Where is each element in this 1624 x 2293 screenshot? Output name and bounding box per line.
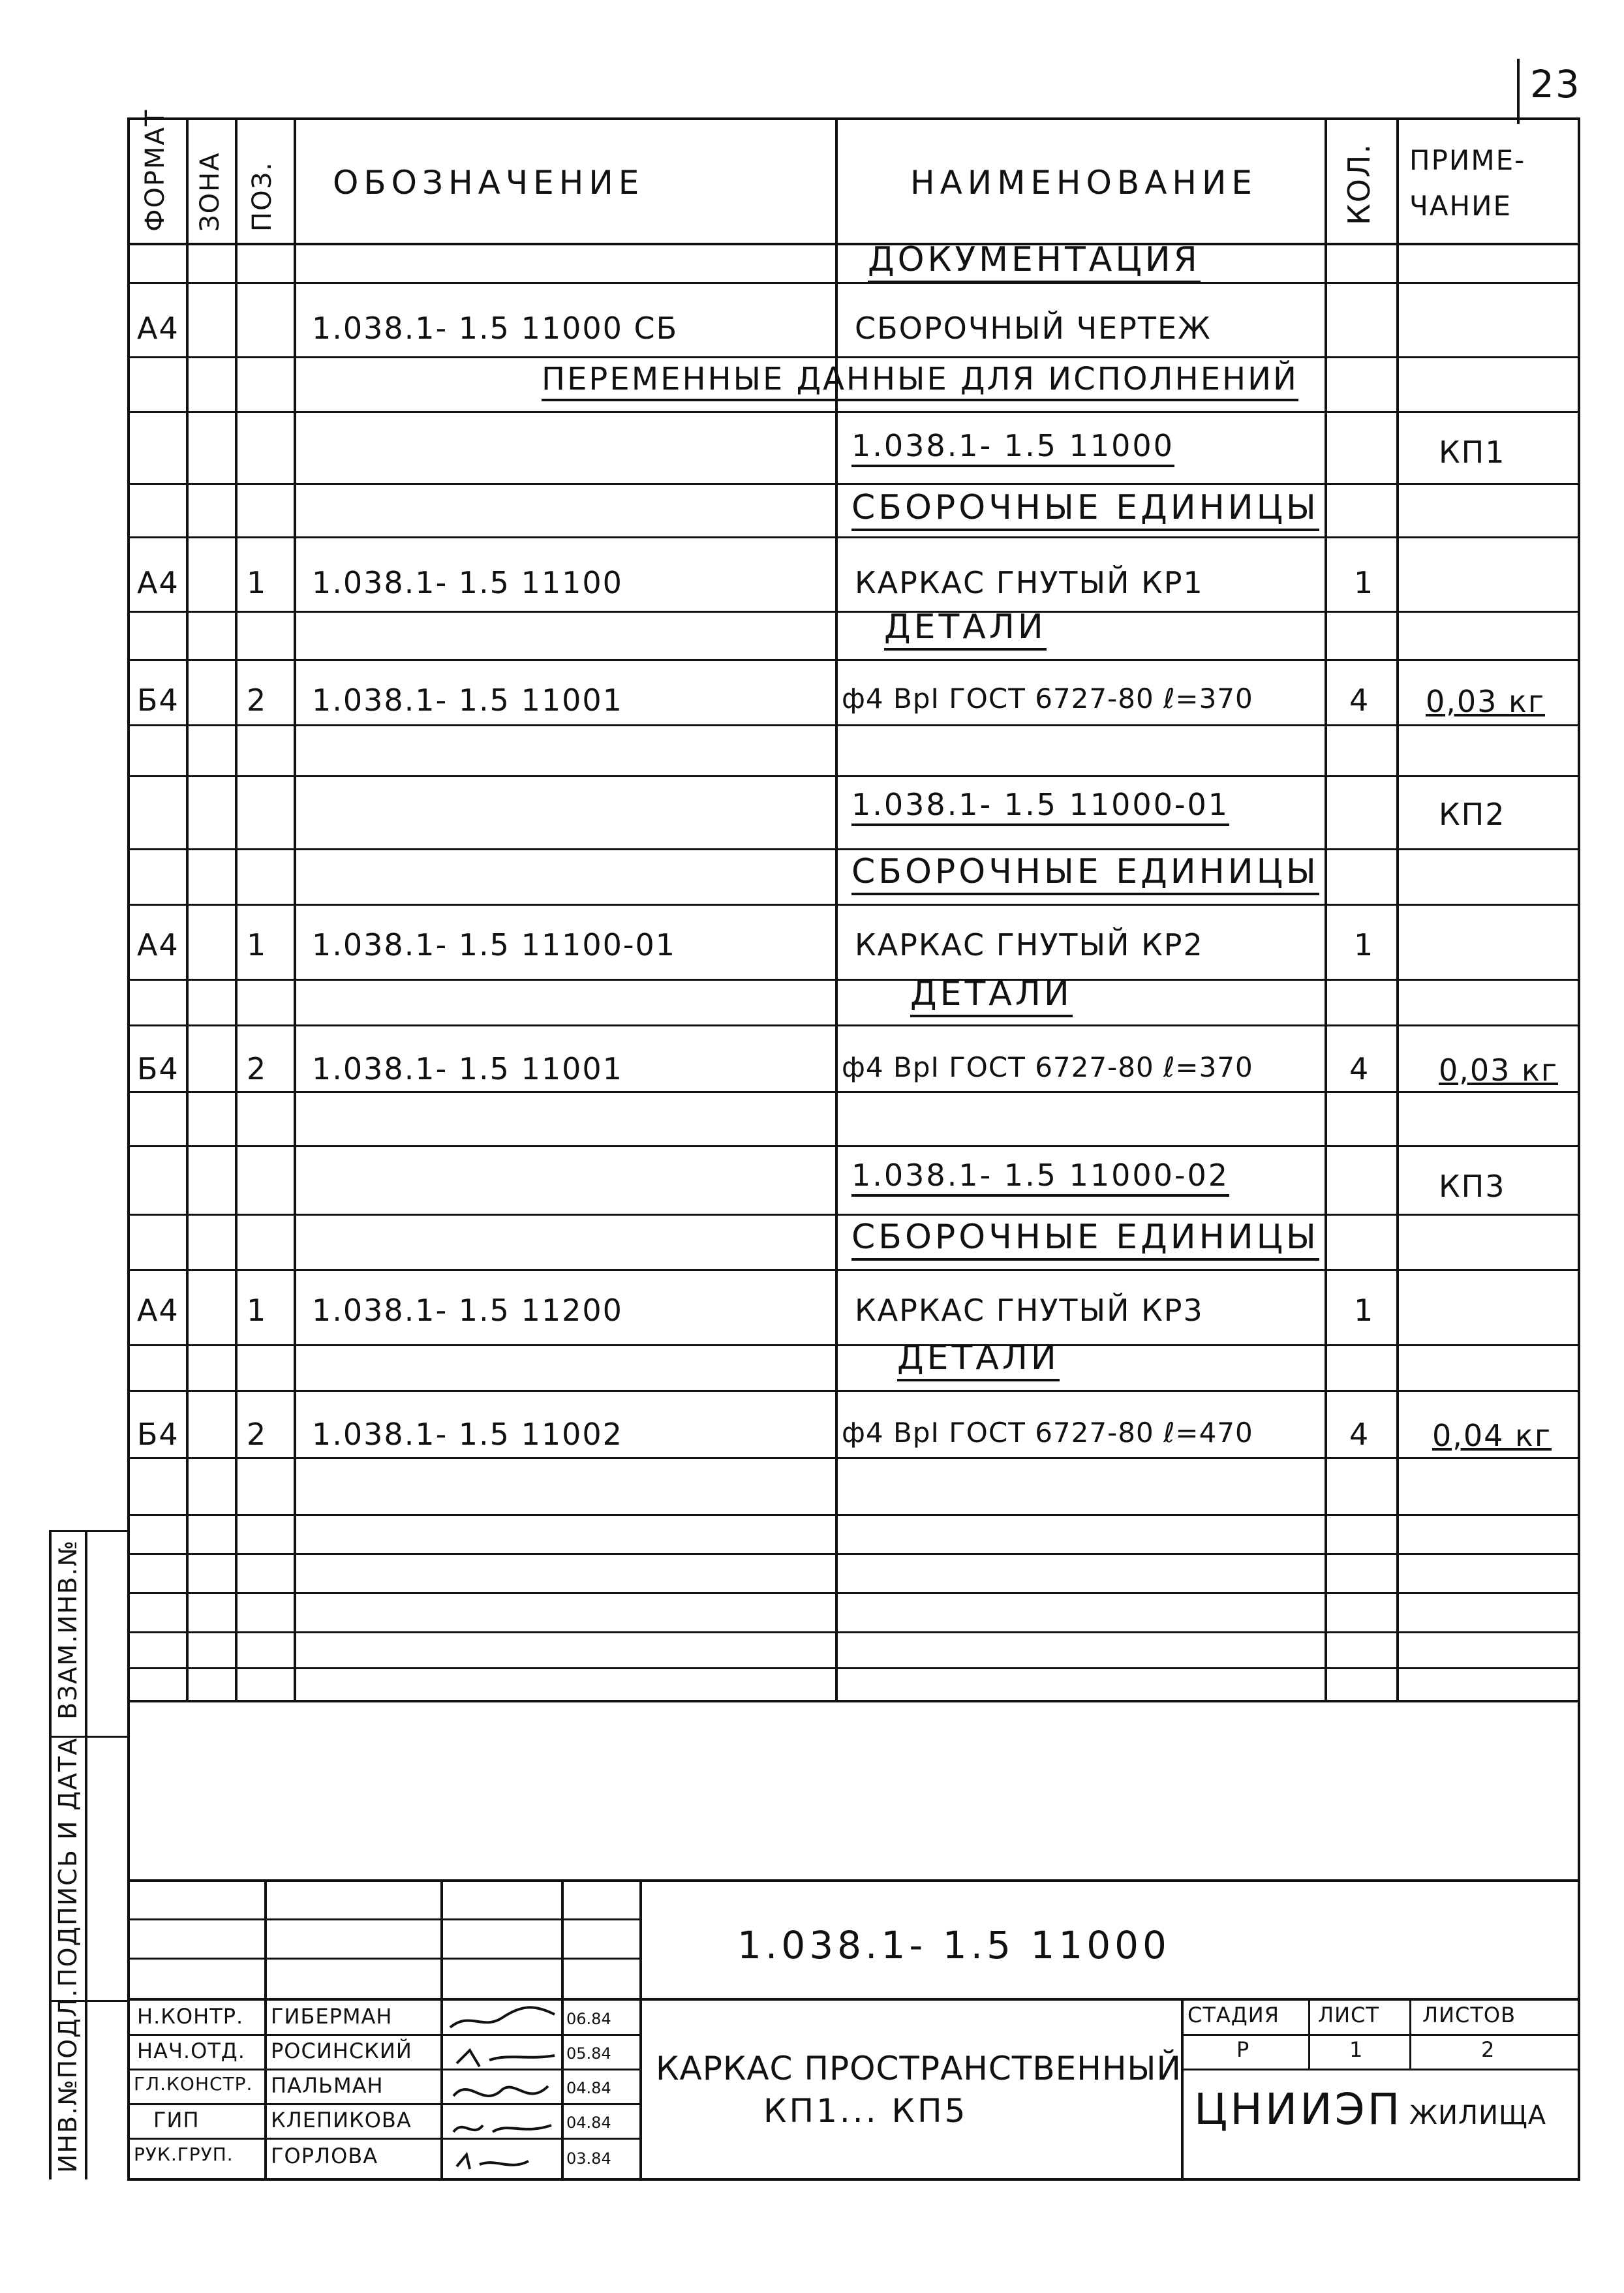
section-details: ДЕТАЛИ (910, 977, 1073, 1017)
variant-code: 1.038.1- 1.5 11000-02 (851, 1160, 1229, 1197)
cell-format: А4 (137, 1293, 179, 1328)
row-line (127, 1553, 1579, 1555)
staff-date: 05.84 (566, 2044, 611, 2063)
cell-name: ф4 ВрI ГОСТ 6727-80 ℓ=470 (842, 1417, 1253, 1449)
row-line (127, 611, 1579, 613)
title-code: 1.038.1- 1.5 11000 (737, 1923, 1171, 1967)
side-stamp-left-border (49, 1530, 52, 2179)
side-label-inv-orig: ИНВ.№ПОДЛ. (54, 1988, 82, 2173)
cell-note: 0,04 кг (1432, 1418, 1552, 1453)
cell-note: 0,03 кг (1426, 684, 1545, 719)
side-label-inv-subst: ВЗАМ.ИНВ.№ (54, 1539, 82, 1719)
col-line-zone (186, 117, 189, 1701)
cell-name: СБОРОЧНЫЙ ЧЕРТЕЖ (855, 311, 1212, 346)
row-line (127, 1667, 1579, 1669)
section-variable-data: ПЕРЕМЕННЫЕ ДАННЫЕ ДЛЯ ИСПОЛНЕНИЙ (542, 363, 1298, 401)
section-assembly-units: СБОРОЧНЫЕ ЕДИНИЦЫ (851, 855, 1319, 895)
header-name: НАИМЕНОВАНИЕ (910, 164, 1257, 202)
staff-role: ГИП (153, 2108, 200, 2132)
row-line (127, 775, 1579, 777)
col-line-name (835, 117, 838, 1701)
cell-name: ф4 ВрI ГОСТ 6727-80 ℓ=370 (842, 1051, 1253, 1083)
staff-name: ПАЛЬМАН (271, 2073, 384, 2098)
row-line (127, 282, 1579, 284)
cell-qty: 4 (1349, 683, 1370, 718)
cell-name: КАРКАС ГНУТЫЙ КР3 (855, 1293, 1204, 1328)
title-col-line (639, 1879, 642, 2179)
sheets-value: 2 (1481, 2037, 1495, 2062)
col-line-designation (294, 117, 296, 1701)
cell-format: Б4 (137, 1417, 179, 1452)
row-line (127, 1592, 1579, 1594)
col-line-qty (1325, 117, 1327, 1701)
row-line (127, 1390, 1579, 1392)
section-documentation: ДОКУМЕНТАЦИЯ (868, 243, 1201, 283)
section-details: ДЕТАЛИ (884, 610, 1047, 651)
cell-pos: 2 (247, 1051, 268, 1086)
title-line2: КП1... КП5 (763, 2092, 968, 2130)
cell-format: А4 (137, 927, 179, 962)
staff-date: 06.84 (566, 2010, 611, 2028)
row-line (127, 1457, 1579, 1459)
row-line (127, 1631, 1579, 1633)
row-line (127, 979, 1579, 981)
section-assembly-units: СБОРОЧНЫЕ ЕДИНИЦЫ (851, 1220, 1319, 1261)
title-line1: КАРКАС ПРОСТРАНСТВЕННЫЙ (656, 2050, 1182, 2087)
staff-role: НАЧ.ОТД. (137, 2039, 245, 2063)
table-bottom-border (127, 1700, 1579, 1702)
title-block-top-border (127, 1879, 1579, 1882)
row-line (127, 356, 1579, 358)
cell-qty: 4 (1349, 1051, 1370, 1086)
header-qty: КОЛ. (1341, 142, 1377, 225)
cell-format: А4 (137, 311, 179, 346)
title-col-line (1409, 1998, 1411, 2069)
cell-pos: 1 (247, 565, 268, 600)
cell-designation: 1.038.1- 1.5 11200 (312, 1293, 623, 1328)
section-details: ДЕТАЛИ (897, 1341, 1060, 1381)
cell-pos: 2 (247, 1417, 268, 1452)
staff-date: 03.84 (566, 2149, 611, 2168)
cell-pos: 2 (247, 683, 268, 718)
variant-note: КП2 (1439, 797, 1506, 832)
cell-designation: 1.038.1- 1.5 11002 (312, 1417, 623, 1452)
row-line (127, 536, 1579, 538)
row-line (127, 1269, 1579, 1271)
title-col-line (440, 1879, 443, 2179)
cell-qty: 4 (1349, 1417, 1370, 1452)
stage-value: Р (1236, 2037, 1250, 2062)
sheet-number-divider (1517, 59, 1520, 124)
cell-name: КАРКАС ГНУТЫЙ КР2 (855, 927, 1204, 962)
title-grid-line (1181, 2034, 1579, 2036)
row-line (127, 1214, 1579, 1216)
section-assembly-units: СБОРОЧНЫЕ ЕДИНИЦЫ (851, 491, 1319, 531)
row-line (127, 1024, 1579, 1026)
staff-role: Н.КОНТР. (137, 2004, 244, 2029)
cell-format: А4 (137, 565, 179, 600)
cell-note: 0,03 кг (1439, 1053, 1558, 1088)
row-line (127, 848, 1579, 850)
cell-name: ф4 ВрI ГОСТ 6727-80 ℓ=370 (842, 683, 1253, 715)
staff-date: 04.84 (566, 2079, 611, 2097)
org-sub: ЖИЛИЩА (1409, 2101, 1547, 2131)
header-zone: ЗОНА (195, 151, 225, 232)
title-col-line (561, 1879, 564, 2179)
variant-note: КП1 (1439, 435, 1506, 470)
variant-note: КП3 (1439, 1169, 1506, 1204)
title-block-mid-border (127, 1998, 1579, 2001)
stage-label: СТАДИЯ (1187, 2003, 1279, 2027)
staff-name: ГИБЕРМАН (271, 2004, 393, 2029)
cell-qty: 1 (1354, 1293, 1375, 1328)
staff-role: РУК.ГРУП. (134, 2144, 234, 2165)
title-col-line (1181, 1998, 1184, 2179)
row-line (127, 1091, 1579, 1093)
row-line (127, 411, 1579, 413)
header-note-line2: ЧАНИЕ (1409, 190, 1512, 222)
cell-designation: 1.038.1- 1.5 11001 (312, 683, 623, 718)
side-stamp-right-border (85, 1530, 87, 2179)
staff-name: ГОРЛОВА (271, 2144, 378, 2168)
header-designation: ОБОЗНАЧЕНИЕ (333, 164, 645, 202)
row-line (127, 1145, 1579, 1147)
table-left-border (127, 117, 130, 2179)
staff-role: ГЛ.КОНСТР. (134, 2073, 253, 2095)
header-note-line1: ПРИМЕ- (1409, 144, 1526, 176)
table-right-border (1578, 117, 1580, 2179)
signatures-image (444, 1998, 561, 2178)
col-line-pos (235, 117, 237, 1701)
cell-designation: 1.038.1- 1.5 11100 (312, 565, 623, 600)
cell-format: Б4 (137, 1051, 179, 1086)
cell-designation: 1.038.1- 1.5 11001 (312, 1051, 623, 1086)
row-line (127, 1514, 1579, 1516)
title-grid-line (1181, 2069, 1579, 2070)
sheet-label: ЛИСТ (1318, 2003, 1379, 2027)
variant-code: 1.038.1- 1.5 11000-01 (851, 790, 1229, 826)
side-stamp-line (49, 1530, 127, 1532)
sheet-bottom-border (127, 2178, 1580, 2181)
side-label-sign-date: ПОДПИСЬ И ДАТА (54, 1736, 82, 1987)
cell-format: Б4 (137, 683, 179, 718)
cell-pos: 1 (247, 1293, 268, 1328)
cell-designation: 1.038.1- 1.5 11000 СБ (312, 311, 679, 346)
cell-qty: 1 (1354, 565, 1375, 600)
cell-designation: 1.038.1- 1.5 11100-01 (312, 927, 677, 962)
sheet-value: 1 (1349, 2037, 1364, 2062)
staff-name: КЛЕПИКОВА (271, 2108, 412, 2132)
title-col-line (1308, 1998, 1310, 2069)
staff-date: 04.84 (566, 2114, 611, 2132)
header-bottom-border (127, 243, 1579, 245)
cell-pos: 1 (247, 927, 268, 962)
sheets-label: ЛИСТОВ (1422, 2003, 1516, 2027)
staff-name: РОСИНСКИЙ (271, 2039, 412, 2063)
row-line (127, 659, 1579, 661)
header-format: ФОРМАТ (140, 108, 170, 232)
org-main: ЦНИИЭП (1194, 2084, 1403, 2134)
sheet-number: 23 (1530, 62, 1581, 106)
header-pos: ПОЗ. (247, 161, 277, 232)
cell-qty: 1 (1354, 927, 1375, 962)
variant-code: 1.038.1- 1.5 11000 (851, 431, 1174, 467)
row-line (127, 483, 1579, 485)
cell-name: КАРКАС ГНУТЫЙ КР1 (855, 565, 1204, 600)
col-line-note (1396, 117, 1399, 1701)
row-line (127, 1344, 1579, 1346)
title-col-line (264, 1879, 267, 2179)
row-line (127, 904, 1579, 906)
row-line (127, 724, 1579, 726)
table-top-border (127, 117, 1579, 120)
